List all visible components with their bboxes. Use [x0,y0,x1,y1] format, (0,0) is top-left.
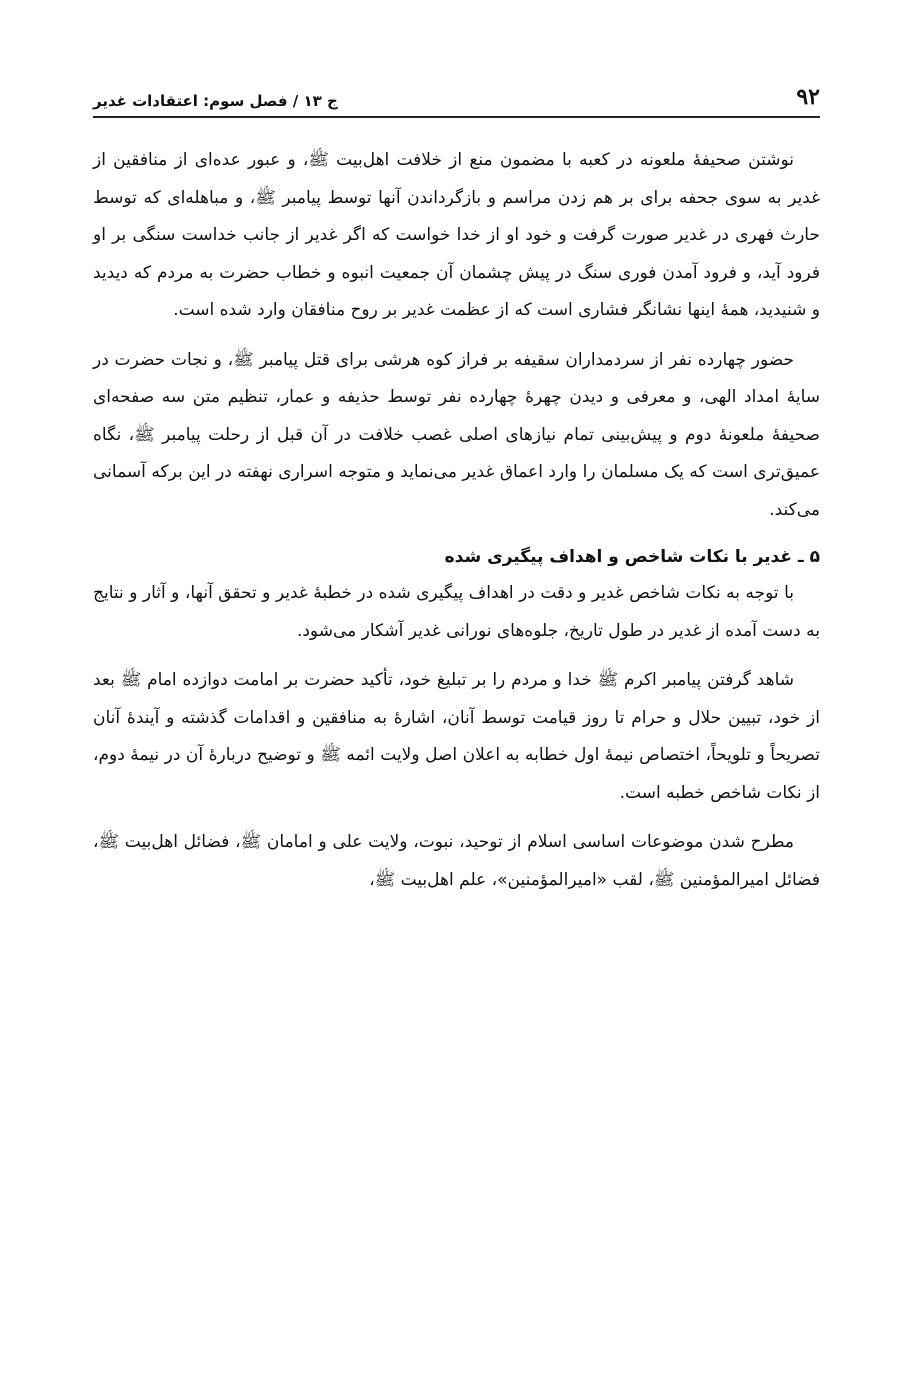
page-number: ۹۲ [796,84,820,110]
running-head: ج ۱۳ / فصل سوم: اعتقادات غدیر [93,92,338,110]
paragraph: نوشتن صحیفۀ ملعونه در کعبه با مضمون منع از خلافت اهل‌بیت ﷺ، و عبور عده‌ای از منافقین از غدیر به سوی جحفه برای بر هم زدن مراسم و بازگرداندن آنها توسط پیامبر ﷺ، و مباهله‌ای که توسط حارث فهری در غدیر صورت گرفت و خود او از خدا خواست که اگر غدیر از جانب خداست سنگی بر او فرود آید، و فرود آمدن فوری سنگ در پیش چشمان آن جمعیت انبوه و خطاب حضرت به مردم که دیدید و شنیدید، همۀ اینها نشانگر فشاری است که از عظمت غدیر بر روح منافقان وارد شده است. [93,150,820,320]
page-header [93,70,820,118]
paragraph: حضور چهارده نفر از سردمداران سقیفه بر فراز کوه هرشی برای قتل پیامبر ﷺ، و نجات حضرت در سایۀ امداد الهی، و معرفی و دیدن چهرۀ چهارده نفر توسط حذیفه و عمار، تنظیم متن سه صفحه‌ای صحیفۀ ملعونۀ دوم و پیش‌بینی تمام نیازهای اصلی غصب خلافت در آن قبل از رحلت پیامبر ﷺ، نگاه عمیق‌تری است که یک مسلمان را وارد اعماق غدیر می‌نماید و متوجه اسراری نهفته در این برکه آسمانی می‌کند. [93,349,820,520]
book-page [93,70,820,899]
paragraph: شاهد گرفتن پیامبر اکرم ﷺ خدا و مردم را بر تبلیغ خود، تأکید حضرت بر امامت دوازده امام ﷺ بعد از خود، تبیین حلال و حرام تا روز قیامت توسط آنان، اشارۀ به منافقین و اقدامات گذشته و آیندۀ آنان تصریحاً و تلویحاً، اختصاص نیمۀ اول خطابه به اعلان اصل ولایت ائمه ﷺ و توضیح دربارۀ آن در نیمۀ دوم، از نکات شاخص خطبه است. [93,670,820,803]
paragraph: مطرح شدن موضوعات اساسی اسلام از توحید، نبوت، ولایت علی و امامان ﷺ، فضائل اهل‌بیت ﷺ، فضائل امیرالمؤمنین ﷺ، لقب «امیرالمؤمنین»، علم اهل‌بیت ﷺ، [93,832,820,890]
paragraph: با توجه به نکات شاخص غدیر و دقت در اهداف پیگیری شده در خطبۀ غدیر و تحقق آنها، و آثار و نتایج به دست آمده از غدیر در طول تاریخ، جلوه‌های نورانی غدیر آشکار می‌شود. [93,583,820,641]
page-content [93,142,820,899]
section-heading: ۵ ـ غدیر با نکات شاخص و اهداف پیگیری شده [444,547,820,567]
